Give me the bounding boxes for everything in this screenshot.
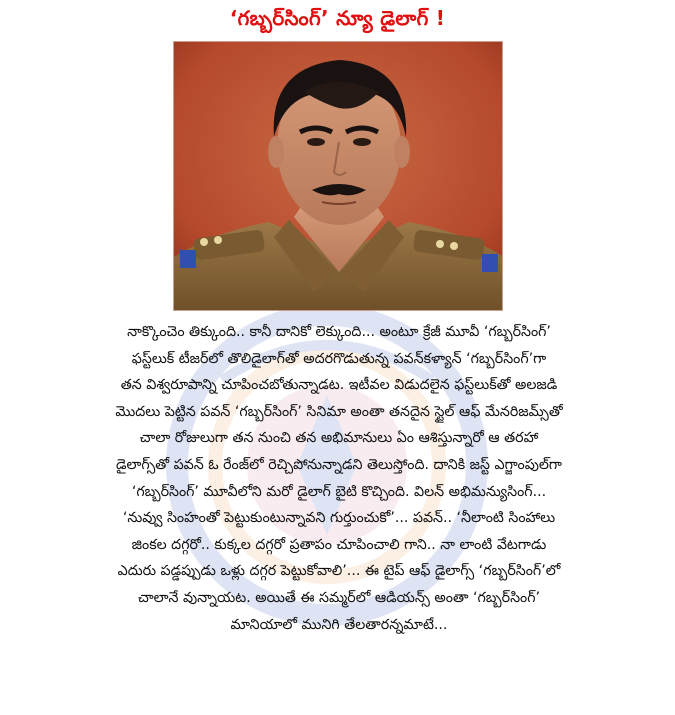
article-line: చాలా రోజులుగా తన నుంచి తన అభిమానులు ఏం ఆశిస్తున్నారో ఆ తరహా	[139, 430, 539, 447]
actor-photo	[173, 41, 503, 311]
article-line: నాక్కొంచెం తిక్కుంది.. కానీ దానికో లెక్కుంది... అంటూ క్రేజీ మూవీ ‘గబ్బర్‌సింగ్’	[127, 324, 551, 340]
article-body	[40, 319, 638, 638]
article-line: ‘గబ్బర్‌సింగ్’ మూవీలోని మరో డైలాగ్ బైటి కొచ్చింది. విలన్ అభిమన్యుసింగ్...	[131, 483, 547, 500]
person-photo-icon	[174, 42, 503, 311]
article-line: డైలాగ్స్‌తో పవన్ ఓ రేంజ్‌లో రెచ్చిపోనున్నాడని తెలుస్తోంది. దానికి జస్ట్ ఎగ్జాంపుల్‌గా	[116, 456, 562, 473]
article-line: చాలానే వున్నాయట. అయితే ఈ సమ్మర్‌లో ఆడియన్స్ అంతా ‘గబ్బర్‌సింగ్’	[137, 589, 541, 606]
article-line: మానియాలో మునిగి తేలతారన్నమాటే...	[230, 616, 448, 633]
article-line: ‘నువ్వు సింహంతో పెట్టుకుంటున్నావని గుర్తుంచుకో’... పవన్.. ‘నీలాంటి సింహాలు	[122, 510, 556, 527]
article-line: తన విశ్వరూపాన్ని చూపించబోతున్నాడట. ఇటీవల విడుదలైన ఫస్ట్‌లుక్‌తో అలజడి	[120, 377, 558, 394]
article-line: ఫస్ట్‌లుక్ టీజర్‌లో తొలిడైలాగ్‌తో అదరగొడుతున్న పవన్‌కళ్యాన్ ‘గబ్బర్‌సింగ్’గా	[131, 350, 547, 367]
article-line: ఎదురు పడ్డప్పుడు ఒళ్లు దగ్గర పెట్టుకోవాలి’... ఈ టైప్ ఆఫ్ డైలాగ్స్ ‘గబ్బర్‌సింగ్’లో	[117, 563, 561, 580]
article-line: జింకల దగ్గరో.. కుక్కల దగ్గరో ప్రతాపం చూపించాలి గాని.. నా లాంటి వేటగాడు	[131, 536, 547, 553]
article-line: మొదలు పెట్టిన పవన్ ‘గబ్బర్‌సింగ్’ సినిమా అంతా తనదైన స్టైల్ ఆఫ్ మేనరిజమ్స్‌తో	[115, 403, 563, 420]
page-headline: ‘గబ్బర్‌సింగ్’ న్యూ డైలాగ్ !	[229, 6, 446, 30]
